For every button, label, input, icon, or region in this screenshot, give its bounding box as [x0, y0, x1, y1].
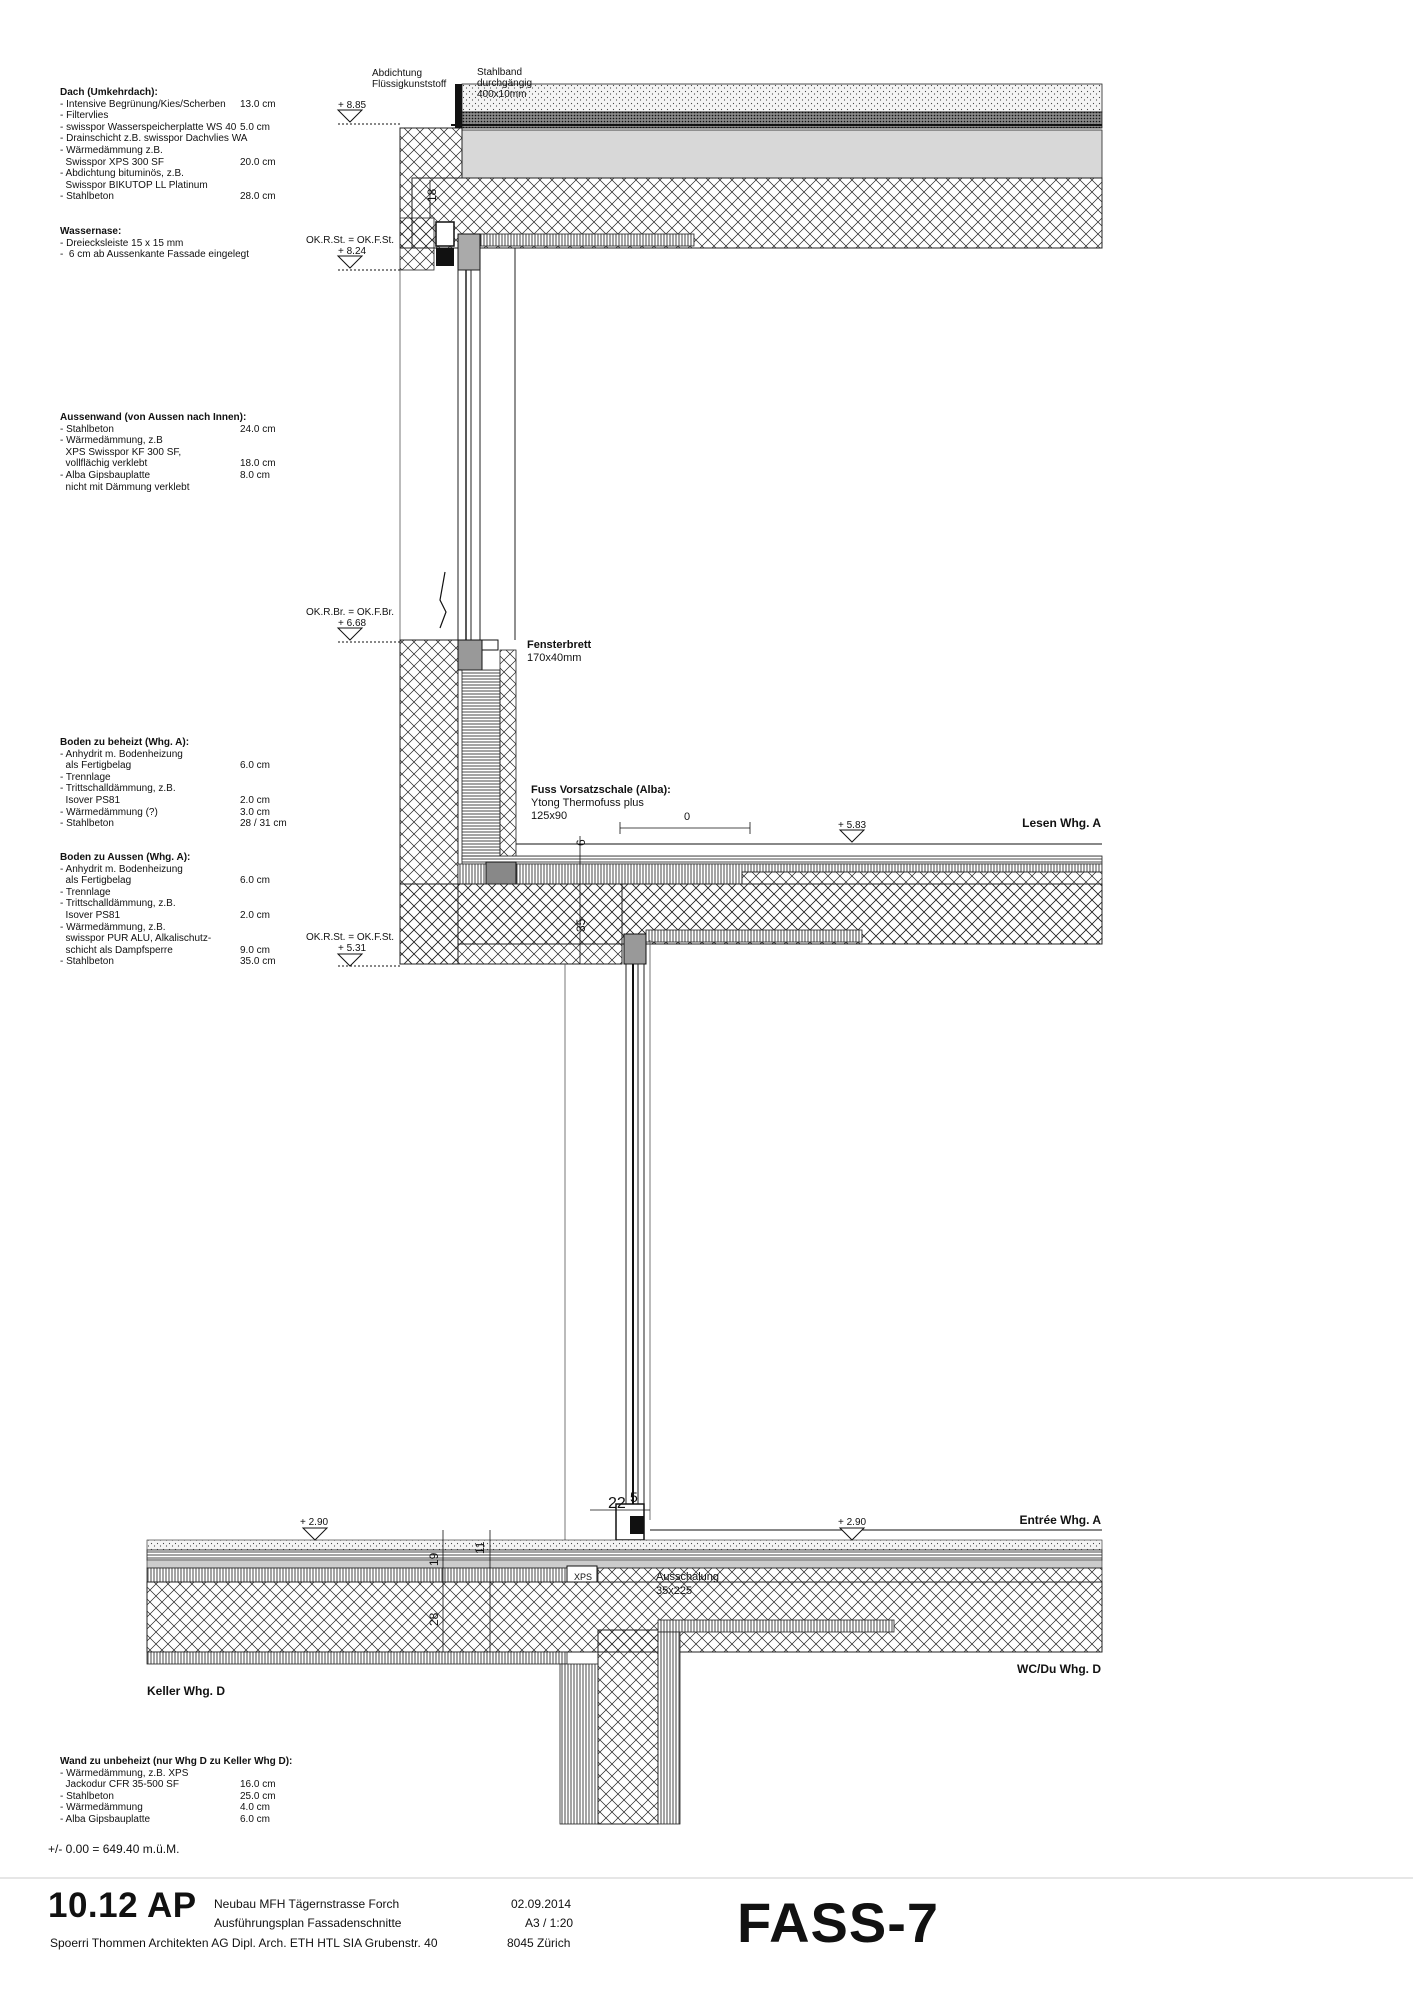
dim-5: 5 — [630, 1489, 638, 1505]
room-lesen: Lesen Whg. A — [1022, 816, 1101, 830]
legend-layer: - Wärmedämmung, z.B. XPS — [60, 1767, 189, 1779]
parapet-flashing — [455, 84, 462, 128]
legend-layer: vollflächig verklebt — [60, 458, 148, 470]
legend-roof — [60, 87, 276, 203]
legend-layer: Jackodur CFR 35-500 SF — [60, 1779, 179, 1791]
ausschalung-label-2: 35x225 — [656, 1585, 693, 1597]
legend-layer: - Wärmedämmung, z.B. — [60, 921, 166, 933]
legend-thickness: 6.0 cm — [240, 875, 271, 887]
dim-11: 11 — [473, 1541, 487, 1554]
legend-thickness: 6.0 cm — [240, 760, 271, 772]
legend-layer: - Trittschalldämmung, z.B. — [60, 898, 176, 910]
legend-row — [60, 180, 247, 192]
legend-layer: - Abdichtung bituminös, z.B. — [60, 168, 184, 180]
legend-layer: - Anhydrit m. Bodenheizung — [60, 748, 183, 760]
legend-layer: - Filtervlies — [60, 110, 109, 122]
roof-insulation-layer — [462, 130, 1102, 178]
abdichtung-label-1: Abdichtung — [372, 68, 423, 79]
upper-window — [458, 270, 480, 640]
dim-22: 22 — [608, 1495, 626, 1512]
legend-thickness: 2.0 cm — [240, 909, 271, 921]
legend-row — [60, 110, 247, 122]
level-668: + 6.68 — [338, 618, 367, 629]
legend-thickness: 20.0 cm — [240, 156, 276, 168]
legend-row — [60, 1791, 292, 1803]
legend-row — [60, 168, 247, 180]
legend-row — [60, 133, 247, 145]
legend-layer: - Wärmedämmung z.B. — [60, 144, 163, 156]
legend-row — [60, 898, 211, 910]
legend-layer: - Stahlbeton — [60, 956, 114, 968]
plan-title: Ausführungsplan Fassadenschnitte — [214, 1916, 402, 1930]
legend-row — [60, 98, 276, 111]
legend-layer: - Drainschicht z.B. swisspor Dachvlies WA — [60, 133, 248, 145]
plan-date: 02.09.2014 — [511, 1897, 572, 1911]
zero-reference: +/- 0.00 = 649.40 m.ü.M. — [48, 1842, 180, 1856]
legend-layer: - Anhydrit m. Bodenheizung — [60, 863, 183, 875]
legend-layer: - Wärmedämmung (?) — [60, 806, 158, 818]
legend-title: Wassernase: — [60, 226, 122, 237]
basement-wall — [598, 1630, 658, 1824]
level-885: + 8.85 — [338, 100, 367, 111]
level-824: + 8.24 — [338, 246, 367, 257]
plan-number: 10.12 AP — [48, 1886, 197, 1925]
legend-row — [60, 887, 211, 899]
legend-layer: - Trennlage — [60, 771, 111, 783]
legend-row — [60, 864, 211, 876]
dim-6: 6 — [574, 839, 588, 846]
legend-layer: - Trennlage — [60, 886, 111, 898]
abdichtung-label-2: Flüssigkunststoff — [372, 79, 447, 90]
legend-row — [60, 1779, 292, 1791]
legend-layer: - Wärmedämmung — [60, 1802, 143, 1814]
level-markers — [303, 110, 864, 1540]
legend-layer: nicht mit Dämmung verklebt — [60, 481, 190, 493]
legend-layer: Swisspor BIKUTOP LL Platinum — [60, 179, 208, 191]
legend-row — [60, 191, 276, 203]
legend-layer: - 6 cm ab Aussenkante Fassade eingelegt — [60, 249, 250, 261]
legend-row — [60, 469, 271, 482]
room-keller: Keller Whg. D — [147, 1684, 226, 1698]
legend-row — [60, 760, 271, 772]
dim-28: 28 — [427, 1612, 441, 1626]
ceiling-plaster — [466, 234, 694, 246]
legend-thickness: 9.0 cm — [240, 944, 271, 956]
legend-thickness: 13.0 cm — [240, 98, 276, 110]
fuss-label-2: Ytong Thermofuss plus — [531, 797, 644, 809]
dim-35: 35 — [574, 918, 588, 932]
legend-boden-aussen — [60, 852, 276, 968]
legend-row — [60, 806, 271, 819]
legend-row — [60, 783, 189, 795]
level-824-ref: OK.R.St. = OK.F.St. — [306, 235, 395, 246]
legend-layer: - Alba Gipsbauplatte — [60, 1813, 151, 1825]
level-290-left: + 2.90 — [300, 1517, 329, 1528]
legend-layer: - Trittschalldämmung, z.B. — [60, 783, 176, 795]
legend-thickness: 28.0 cm — [240, 191, 276, 203]
legend-row — [60, 922, 211, 934]
legend-thickness: 8.0 cm — [240, 469, 271, 481]
room-entree: Entrée Whg. A — [1019, 1513, 1101, 1527]
legend-layer: Isover PS81 — [60, 794, 121, 806]
lower-window — [626, 964, 644, 1504]
legend-aussenwand — [60, 412, 276, 493]
legend-thickness: 4.0 cm — [240, 1802, 271, 1814]
level-531: + 5.31 — [338, 943, 367, 954]
legend-thickness: 16.0 cm — [240, 1779, 276, 1791]
legend-layer: - Alba Gipsbauplatte — [60, 469, 151, 481]
dim-18: 18 — [425, 188, 439, 202]
fuss-label-3: 125x90 — [531, 810, 568, 822]
stahlband-label-3: 400x10mm — [477, 89, 527, 100]
ausschalung-label-1: Ausschalung — [656, 1571, 719, 1583]
legend-thickness: 24.0 cm — [240, 423, 276, 435]
legend-layer: Swisspor XPS 300 SF — [60, 156, 164, 168]
legend-layer: - Stahlbeton — [60, 1790, 114, 1802]
legend-row — [60, 482, 246, 494]
legend-title: Dach (Umkehrdach): — [60, 87, 158, 98]
legend-thickness: 35.0 cm — [240, 956, 276, 968]
legend-layer: als Fertigbelag — [60, 760, 132, 772]
dim-19: 19 — [427, 1552, 441, 1566]
xps-label: XPS — [574, 1572, 593, 1582]
legend-row — [60, 818, 287, 830]
level-583: + 5.83 — [838, 820, 867, 831]
room-wc: WC/Du Whg. D — [1017, 1662, 1101, 1676]
legend-row — [60, 1814, 292, 1826]
legend-thickness: 25.0 cm — [240, 1790, 276, 1802]
basement-wall-left — [560, 1664, 598, 1824]
legend-row — [60, 423, 276, 436]
legend-thickness: 5.0 cm — [240, 121, 271, 133]
legend-layer: - Stahlbeton — [60, 191, 114, 203]
legend-layer: swisspor PUR ALU, Alkalischutz- — [60, 933, 212, 945]
legend-row — [60, 749, 189, 761]
legend-title: Boden zu Aussen (Whg. A): — [60, 852, 191, 863]
fuss-label-1: Fuss Vorsatzschale (Alba): — [531, 784, 671, 796]
legend-row — [60, 794, 271, 807]
roof-gravel-layer — [462, 84, 1102, 112]
legend-row — [60, 933, 211, 945]
legend-layer: - Stahlbeton — [60, 818, 114, 830]
legend-row — [60, 944, 271, 957]
level-531-ref: OK.R.St. = OK.F.St. — [306, 932, 395, 943]
legend-layer: - Dreiecksleiste 15 x 15 mm — [60, 237, 184, 249]
legend-title: Aussenwand (von Aussen nach Innen): — [60, 412, 247, 423]
dim-0: 0 — [684, 811, 691, 823]
legend-row — [60, 447, 246, 459]
legend-title: Boden zu beheizt (Whg. A): — [60, 737, 190, 748]
legend-wand-unbeheizt — [60, 1756, 292, 1826]
legend-row — [60, 1768, 292, 1780]
legend-layer: als Fertigbelag — [60, 875, 132, 887]
legend-row — [60, 121, 271, 134]
sheet-id: FASS-7 — [737, 1891, 940, 1954]
stahlband-label-2: durchgängig — [477, 78, 533, 89]
project-name: Neubau MFH Tägernstrasse Forch — [214, 1897, 400, 1911]
legend-boden-beheizt — [60, 737, 287, 830]
legend-layer: Isover PS81 — [60, 909, 121, 921]
legend-layer: XPS Swisspor KF 300 SF, — [60, 446, 182, 458]
ground-insulation — [147, 1568, 567, 1582]
legend-row — [60, 145, 247, 157]
interior-lining — [462, 670, 500, 860]
legend-title: Wand zu unbeheizt (nur Whg D zu Keller Whg D): — [60, 1756, 293, 1767]
legend-row — [60, 1802, 292, 1814]
plan-scale: A3 / 1:20 — [525, 1916, 574, 1930]
legend-row — [60, 909, 271, 922]
legend-layer: schicht als Dampfsperre — [60, 944, 173, 956]
legend-layer: - Intensive Begrünung/Kies/Scherben — [60, 98, 226, 110]
legend-row — [60, 956, 276, 968]
legend-row — [60, 458, 276, 470]
legend-row — [60, 238, 249, 250]
level-668-ref: OK.R.Br. = OK.F.Br. — [306, 607, 395, 618]
legend-row — [60, 875, 271, 887]
city: 8045 Zürich — [507, 1936, 571, 1950]
legend-thickness: 2.0 cm — [240, 794, 271, 806]
legend-layer: - Stahlbeton — [60, 423, 114, 435]
legend-row — [60, 249, 249, 261]
legend-layer: - Wärmedämmung, z.B — [60, 435, 163, 447]
legend-thickness: 18.0 cm — [240, 458, 276, 470]
legend-layer: - swisspor Wasserspeicherplatte WS 40 — [60, 121, 237, 133]
ground-floor-finish — [147, 1550, 1102, 1560]
floor-finish-A — [462, 856, 1102, 864]
stahlband-label-1: Stahlband — [477, 67, 523, 78]
legend-thickness: 6.0 cm — [240, 1813, 271, 1825]
fensterbrett-label-2: 170x40mm — [527, 652, 582, 664]
legend-thickness: 28 / 31 cm — [240, 818, 287, 830]
legend-wassernase — [60, 226, 249, 261]
level-290-right: + 2.90 — [838, 1517, 867, 1528]
legend-row — [60, 156, 276, 169]
legend-thickness: 3.0 cm — [240, 806, 271, 818]
upper-wall-head — [400, 218, 434, 270]
legend-row — [60, 772, 189, 784]
fensterbrett-label-1: Fensterbrett — [527, 639, 592, 651]
architect: Spoerri Thommen Architekten AG Dipl. Arch. ETH HTL SIA Grubenstr. 40 — [50, 1936, 438, 1950]
legend-row — [60, 435, 246, 447]
